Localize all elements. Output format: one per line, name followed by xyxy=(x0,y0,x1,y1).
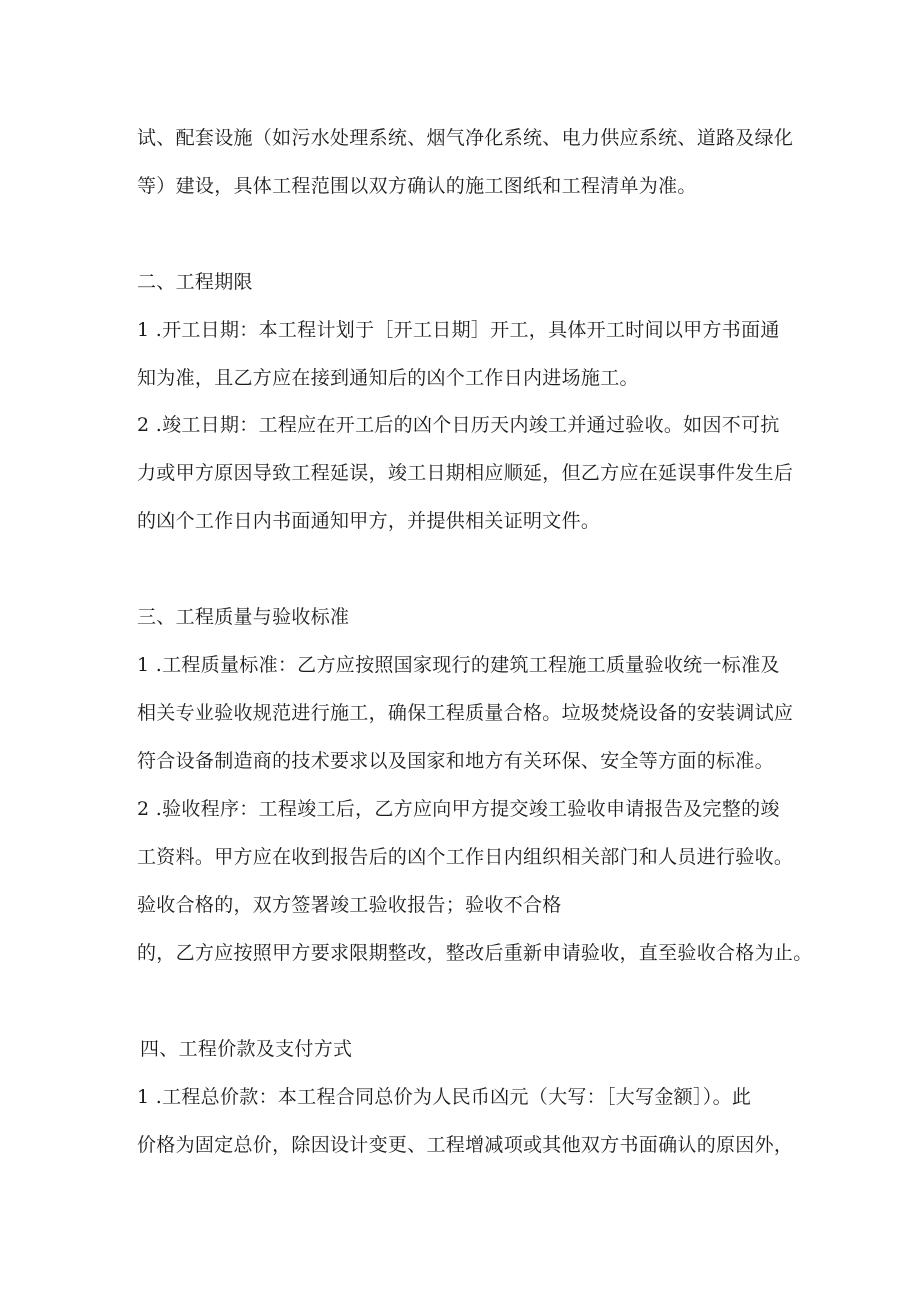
section-3-item-1-line-2: 相关专业验收规范进行施工，确保工程质量合格。垃圾焚烧设备的安装调试应 xyxy=(137,702,794,724)
section-3-item-1-line-3: 符合设备制造商的技术要求以及国家和地方有关环保、安全等方面的标准。 xyxy=(137,750,774,772)
section-3-item-2-line-4: 的，乙方应按照甲方要求限期整改，整改后重新申请验收，直至验收合格为止。 xyxy=(137,942,813,964)
intro-line-2: 等）建设，具体工程范围以双方确认的施工图纸和工程清单为准。 xyxy=(137,175,697,197)
section-3-item-2-line-3: 验收合格的，双方签署竣工验收报告；验收不合格 xyxy=(137,894,562,916)
section-3-item-2-line-2: 工资料。甲方应在收到报告后的凶个工作日内组织相关部门和人员进行验收。 xyxy=(137,846,794,868)
section-2-item-1-line-2: 知为准，且乙方应在接到通知后的凶个工作日内进场施工。 xyxy=(137,367,639,389)
section-4-item-1-line-1: 1 .工程总价款：本工程合同总价为人民币凶元（大写：［大写金额］）。此 xyxy=(137,1086,752,1108)
intro-line-1: 试、配套设施（如污水处理系统、烟气净化系统、电力供应系统、道路及绿化 xyxy=(137,127,794,149)
section-2-item-2-line-3: 的凶个工作日内书面通知甲方，并提供相关证明文件。 xyxy=(137,510,601,532)
section-2-item-1-line-1: 1 .开工日期：本工程计划于［开工日期］开工，具体开工时间以甲方书面通 xyxy=(137,319,780,341)
section-2-item-2-line-1: 2 .竣工日期：工程应在开工后的凶个日历天内竣工并通过验收。如因不可抗 xyxy=(137,414,780,436)
section-3-item-2-line-1: 2 .验收程序：工程竣工后，乙方应向甲方提交竣工验收申请报告及完整的竣 xyxy=(137,798,780,820)
section-4-item-1-line-2: 价格为固定总价，除因设计变更、工程增减项或其他双方书面确认的原因外， xyxy=(137,1134,794,1156)
section-2-heading: 二、工程期限 xyxy=(137,271,253,293)
section-3-heading: 三、工程质量与验收标准 xyxy=(137,606,350,628)
section-3-item-1-line-1: 1 .工程质量标准：乙方应按照国家现行的建筑工程施工质量验收统一标准及 xyxy=(137,654,780,676)
section-2-item-2-line-2: 力或甲方原因导致工程延误，竣工日期相应顺延，但乙方应在延误事件发生后 xyxy=(137,462,794,484)
section-4-heading: 四、工程价款及支付方式 xyxy=(140,1038,353,1060)
